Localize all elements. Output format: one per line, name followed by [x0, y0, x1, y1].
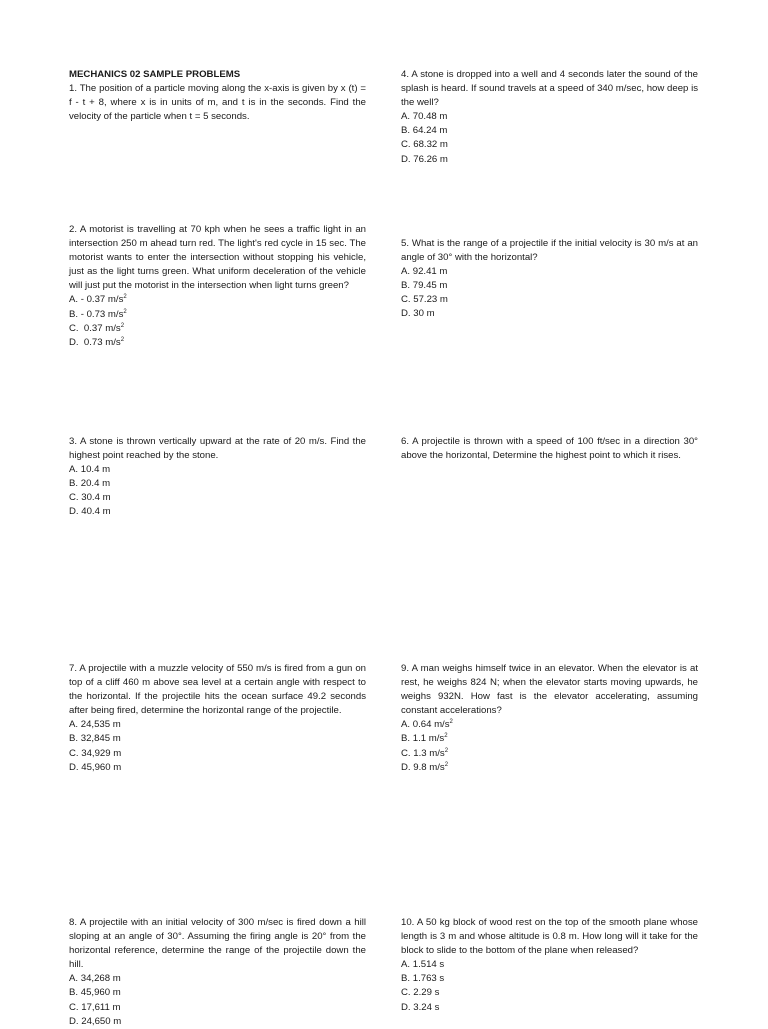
- question-6: [401, 435, 698, 463]
- question-4-option-d: D. 76.26 m: [401, 153, 448, 165]
- question-9-text: 9. A man weighs himself twice in an elevator. When the elevator is at rest, he weighs 824 N; when the elevator starts moving upwards, he weighs 932N. How fast is the elevator accelerating, assuming constant accelerations?: [401, 663, 698, 717]
- question-5-option-d: D. 30 m: [401, 308, 435, 320]
- question-8-text: 8. A projectile with an initial velocity of 300 m/sec is fired down a hill sloping at an angle of 30°. Assuming the firing angle is 20° from the horizontal reference, determine the range of the projectile down the hill.: [69, 917, 366, 971]
- question-8-option-b: B. 45,960 m: [69, 987, 121, 999]
- question-7-option-a: A. 24,535 m: [69, 719, 121, 731]
- question-9: [401, 662, 698, 775]
- question-3-option-a: A. 10.4 m: [69, 464, 111, 476]
- question-1-text: 1. The position of a particle moving along the x-axis is given by x (t) = f - t + 8, where x is in units of m, and t is in the seconds. Find the velocity of the particle when t = 5 seconds.: [69, 83, 366, 123]
- question-2: [69, 223, 366, 350]
- question-2-option-a: A. - 0.37 $m/s^2$: [69, 294, 127, 306]
- question-5-option-c: C. 57.23 m: [401, 294, 448, 306]
- question-4-text: 4. A stone is dropped into a well and 4 seconds later the sound of the splash is heard. If sound travels at a speed of 340 m/sec, how deep is the well?: [401, 69, 698, 109]
- question-4-option-c: C. 68.32 m: [401, 139, 448, 151]
- question-6-text: 6. A projectile is thrown with a speed of 100 ft/sec in a direction 30° above the horizontal, Determine the highest point to which it rises.: [401, 436, 698, 462]
- question-9-option-c: C. 1.3 $m/s^2$: [401, 747, 449, 759]
- question-10-option-b: B. 1.763 s: [401, 973, 445, 985]
- question-3-option-b: B. 20.4 m: [69, 478, 111, 490]
- question-7-option-b: B. 32,845 m: [69, 733, 121, 745]
- question-2-option-d: D. 0.73 $m/s^2$: [69, 336, 125, 348]
- question-4-option-a: A. 70.48 m: [401, 111, 448, 123]
- page-title: MECHANICS 02 SAMPLE PROBLEMS: [69, 69, 241, 80]
- question-4-option-b: B. 64.24 m: [401, 125, 448, 137]
- question-10-option-a: A. 1.514 s: [401, 959, 445, 971]
- question-5-option-b: B. 79.45 m: [401, 280, 448, 292]
- question-4: [401, 68, 698, 167]
- question-10-option-c: C. 2.29 s: [401, 987, 440, 999]
- question-3-option-c: C. 30.4 m: [69, 492, 111, 504]
- question-9-option-a: A. 0.64 $m/s^2$: [401, 719, 453, 731]
- question-5: [401, 237, 698, 322]
- question-9-option-b: B. 1.1 $m/s^2$: [401, 733, 448, 745]
- question-8-option-c: C. 17,611 m: [69, 1001, 121, 1013]
- question-7-option-c: C. 34,929 m: [69, 747, 122, 759]
- question-3-text: 3. A stone is thrown vertically upward at the rate of 20 m/s. Find the highest point reached by the stone.: [69, 436, 366, 462]
- question-8-option-a: A. 34,268 m: [69, 973, 121, 985]
- question-1: [69, 68, 366, 124]
- question-7-text: 7. A projectile with a muzzle velocity of 550 m/s is fired from a gun on top of a cliff 460 m above sea level at a certain angle with respect to the horizontal. If the projectile hits the ocean surface 49.2 seconds after being fired, determine the horizontal range of the projectile.: [69, 663, 366, 717]
- question-3: [69, 435, 366, 520]
- question-8-option-d: D. 24,650 m: [69, 1015, 122, 1027]
- question-2-option-b: B. - 0.73 $m/s^2$: [69, 308, 127, 320]
- question-8: [69, 916, 366, 1029]
- question-10-text: 10. A 50 kg block of wood rest on the top of the smooth plane whose length is 3 m and whose altitude is 0.8 m. How long will it take for the block to slide to the bottom of the plane when released?: [401, 917, 698, 957]
- question-2-text: 2. A motorist is travelling at 70 kph when he sees a traffic light in an intersection 250 m ahead turn red. The light's red cycle in 15 sec. The motorist wants to enter the intersection without stopping his vehicle, just as the light turns green. What uniform deceleration of the vehicle will just put the motorist in the intersection when light turns green?: [69, 224, 366, 292]
- question-7-option-d: D. 45,960 m: [69, 761, 122, 773]
- question-3-option-d: D. 40.4 m: [69, 506, 111, 518]
- question-10: [401, 916, 698, 1015]
- question-5-option-a: A. 92.41 m: [401, 266, 448, 278]
- question-2-option-c: C. 0.37 $m/s^2$: [69, 322, 125, 334]
- question-7: [69, 662, 366, 775]
- question-9-option-d: D. 9.8 $m/s^2$: [401, 761, 449, 773]
- question-5-text: 5. What is the range of a projectile if the initial velocity is 30 m/s at an angle of 30° with the horizontal?: [401, 238, 698, 264]
- question-10-option-d: D. 3.24 s: [401, 1001, 440, 1013]
